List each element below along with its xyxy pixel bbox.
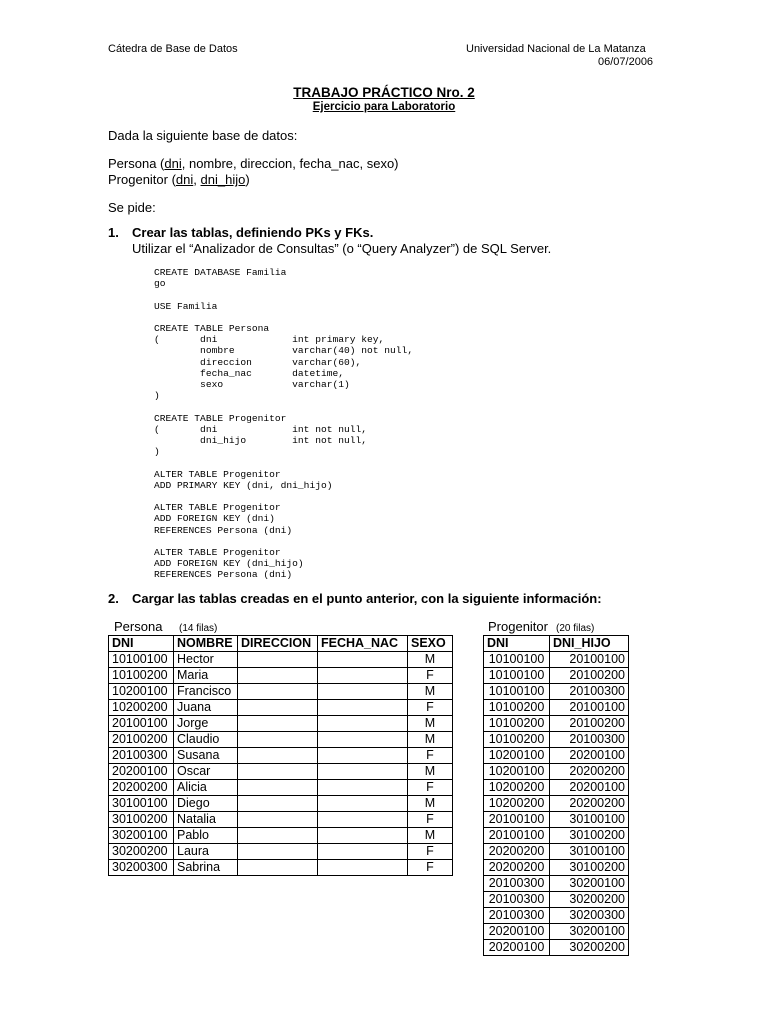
persona-cell-dni: 20200100 bbox=[109, 764, 174, 780]
persona-header-row bbox=[109, 636, 453, 652]
persona-cell-direccion bbox=[238, 716, 318, 732]
progenitor-cell-dni-hijo: 30100200 bbox=[550, 828, 629, 844]
persona-cell-fecha-nac bbox=[318, 844, 408, 860]
progenitor-table bbox=[483, 635, 629, 956]
header-right-line1: Universidad Nacional de La Matanza bbox=[466, 43, 646, 55]
persona-row bbox=[109, 764, 453, 780]
progenitor-row bbox=[484, 940, 629, 956]
progenitor-cell-dni: 20200100 bbox=[484, 924, 550, 940]
persona-cell-dni: 30200300 bbox=[109, 860, 174, 876]
persona-cell-sexo: F bbox=[408, 780, 453, 796]
persona-cell-dni: 10100100 bbox=[109, 652, 174, 668]
progenitor-cell-dni: 20100300 bbox=[484, 876, 550, 892]
persona-cell-fecha-nac bbox=[318, 812, 408, 828]
persona-cell-fecha-nac bbox=[318, 748, 408, 764]
persona-cell-dni: 10100200 bbox=[109, 668, 174, 684]
schema-progenitor-pk1: dni bbox=[175, 172, 194, 187]
progenitor-cell-dni-hijo: 20100200 bbox=[550, 716, 629, 732]
persona-cell-fecha-nac bbox=[318, 716, 408, 732]
progenitor-cell-dni-hijo: 20100100 bbox=[550, 700, 629, 716]
schema-progenitor-pk2: dni_hijo bbox=[200, 172, 246, 187]
persona-cell-direccion bbox=[238, 828, 318, 844]
progenitor-table-label: Progenitor bbox=[488, 619, 548, 634]
progenitor-row bbox=[484, 860, 629, 876]
progenitor-cell-dni-hijo: 30100200 bbox=[550, 860, 629, 876]
intro-text: Dada la siguiente base de datos: bbox=[108, 128, 298, 143]
persona-cell-sexo: F bbox=[408, 860, 453, 876]
persona-col-fecha-nac: FECHA_NAC bbox=[318, 636, 408, 652]
persona-row bbox=[109, 668, 453, 684]
persona-row bbox=[109, 652, 453, 668]
progenitor-row bbox=[484, 684, 629, 700]
progenitor-cell-dni: 20200100 bbox=[484, 940, 550, 956]
progenitor-cell-dni: 10100100 bbox=[484, 652, 550, 668]
progenitor-row bbox=[484, 780, 629, 796]
item1-number: 1. bbox=[108, 225, 119, 240]
progenitor-cell-dni: 10100100 bbox=[484, 684, 550, 700]
persona-cell-direccion bbox=[238, 748, 318, 764]
progenitor-cell-dni: 20200200 bbox=[484, 860, 550, 876]
schema-persona-name: Persona ( bbox=[108, 156, 165, 171]
persona-cell-fecha-nac bbox=[318, 652, 408, 668]
progenitor-cell-dni-hijo: 20200200 bbox=[550, 764, 629, 780]
persona-cell-nombre: Juana bbox=[174, 700, 238, 716]
persona-cell-sexo: M bbox=[408, 796, 453, 812]
persona-cell-fecha-nac bbox=[318, 860, 408, 876]
persona-cell-nombre: Laura bbox=[174, 844, 238, 860]
progenitor-row bbox=[484, 732, 629, 748]
progenitor-row bbox=[484, 892, 629, 908]
progenitor-cell-dni-hijo: 20100300 bbox=[550, 684, 629, 700]
progenitor-row bbox=[484, 908, 629, 924]
progenitor-table-count: (20 filas) bbox=[556, 623, 595, 634]
progenitor-header-row bbox=[484, 636, 629, 652]
header-date: 06/07/2006 bbox=[598, 56, 654, 68]
progenitor-row bbox=[484, 764, 629, 780]
progenitor-row bbox=[484, 652, 629, 668]
schema-persona bbox=[108, 156, 399, 172]
progenitor-col-dni-hijo: DNI_HIJO bbox=[550, 636, 629, 652]
persona-cell-sexo: M bbox=[408, 716, 453, 732]
progenitor-cell-dni-hijo: 30100100 bbox=[550, 844, 629, 860]
schema-progenitor-sep: , bbox=[193, 172, 201, 187]
persona-cell-nombre: Sabrina bbox=[174, 860, 238, 876]
progenitor-cell-dni: 10200100 bbox=[484, 748, 550, 764]
persona-cell-dni: 30100200 bbox=[109, 812, 174, 828]
se-pide-text: Se pide: bbox=[108, 200, 156, 215]
persona-cell-fecha-nac bbox=[318, 764, 408, 780]
persona-cell-fecha-nac bbox=[318, 700, 408, 716]
persona-cell-dni: 20100200 bbox=[109, 732, 174, 748]
persona-cell-fecha-nac bbox=[318, 684, 408, 700]
progenitor-row bbox=[484, 700, 629, 716]
persona-table-label: Persona bbox=[114, 619, 163, 634]
persona-col-nombre: NOMBRE bbox=[174, 636, 238, 652]
persona-cell-sexo: M bbox=[408, 764, 453, 780]
header-left: Cátedra de Base de Datos bbox=[108, 43, 238, 55]
persona-table bbox=[108, 635, 453, 876]
persona-cell-nombre: Pablo bbox=[174, 828, 238, 844]
persona-cell-fecha-nac bbox=[318, 780, 408, 796]
persona-row bbox=[109, 796, 453, 812]
item1-title: Crear las tablas, definiendo PKs y FKs. bbox=[132, 225, 374, 240]
progenitor-cell-dni: 10100200 bbox=[484, 700, 550, 716]
schema-persona-pk: dni bbox=[164, 156, 182, 171]
progenitor-cell-dni-hijo: 30100100 bbox=[550, 812, 629, 828]
persona-cell-sexo: F bbox=[408, 700, 453, 716]
progenitor-cell-dni-hijo: 20100300 bbox=[550, 732, 629, 748]
page-title: TRABAJO PRÁCTICO Nro. 2 bbox=[293, 85, 475, 100]
item2-number: 2. bbox=[108, 591, 119, 606]
persona-col-direccion: DIRECCION bbox=[238, 636, 318, 652]
progenitor-cell-dni-hijo: 30200200 bbox=[550, 940, 629, 956]
persona-cell-nombre: Claudio bbox=[174, 732, 238, 748]
persona-cell-nombre: Francisco bbox=[174, 684, 238, 700]
progenitor-row bbox=[484, 876, 629, 892]
progenitor-row bbox=[484, 844, 629, 860]
persona-cell-sexo: F bbox=[408, 748, 453, 764]
persona-cell-nombre: Jorge bbox=[174, 716, 238, 732]
persona-cell-dni: 20200200 bbox=[109, 780, 174, 796]
persona-cell-sexo: M bbox=[408, 732, 453, 748]
progenitor-cell-dni-hijo: 20100100 bbox=[550, 652, 629, 668]
persona-row bbox=[109, 828, 453, 844]
persona-table-count: (14 filas) bbox=[179, 623, 218, 634]
persona-cell-sexo: F bbox=[408, 812, 453, 828]
persona-cell-direccion bbox=[238, 812, 318, 828]
persona-cell-dni: 30200100 bbox=[109, 828, 174, 844]
progenitor-cell-dni-hijo: 30200100 bbox=[550, 924, 629, 940]
persona-cell-fecha-nac bbox=[318, 732, 408, 748]
persona-cell-direccion bbox=[238, 764, 318, 780]
persona-row bbox=[109, 860, 453, 876]
progenitor-cell-dni: 10200100 bbox=[484, 764, 550, 780]
progenitor-cell-dni-hijo: 30200300 bbox=[550, 908, 629, 924]
progenitor-row bbox=[484, 796, 629, 812]
persona-cell-dni: 30200200 bbox=[109, 844, 174, 860]
progenitor-row bbox=[484, 828, 629, 844]
persona-cell-nombre: Diego bbox=[174, 796, 238, 812]
progenitor-cell-dni: 10200200 bbox=[484, 796, 550, 812]
progenitor-cell-dni: 20100300 bbox=[484, 908, 550, 924]
persona-cell-nombre: Maria bbox=[174, 668, 238, 684]
persona-cell-sexo: F bbox=[408, 668, 453, 684]
persona-cell-dni: 10200200 bbox=[109, 700, 174, 716]
persona-cell-direccion bbox=[238, 684, 318, 700]
persona-cell-nombre: Natalia bbox=[174, 812, 238, 828]
progenitor-cell-dni-hijo: 30200200 bbox=[550, 892, 629, 908]
page-subtitle: Ejercicio para Laboratorio bbox=[312, 101, 456, 113]
persona-row bbox=[109, 748, 453, 764]
progenitor-cell-dni-hijo: 30200100 bbox=[550, 876, 629, 892]
persona-row bbox=[109, 780, 453, 796]
progenitor-cell-dni: 10100200 bbox=[484, 716, 550, 732]
progenitor-cell-dni: 20100300 bbox=[484, 892, 550, 908]
persona-row bbox=[109, 732, 453, 748]
progenitor-cell-dni: 20100100 bbox=[484, 828, 550, 844]
schema-persona-rest: , nombre, direccion, fecha_nac, sexo) bbox=[181, 156, 399, 171]
progenitor-cell-dni: 20200200 bbox=[484, 844, 550, 860]
persona-cell-direccion bbox=[238, 780, 318, 796]
item1-description: Utilizar el “Analizador de Consultas” (o “Query Analyzer”) de SQL Server. bbox=[132, 241, 552, 256]
schema-progenitor-close: ) bbox=[245, 172, 250, 187]
persona-cell-sexo: M bbox=[408, 828, 453, 844]
progenitor-row bbox=[484, 812, 629, 828]
persona-cell-sexo: M bbox=[408, 684, 453, 700]
persona-cell-sexo: F bbox=[408, 844, 453, 860]
progenitor-row bbox=[484, 668, 629, 684]
persona-col-dni: DNI bbox=[109, 636, 174, 652]
persona-row bbox=[109, 812, 453, 828]
persona-row bbox=[109, 716, 453, 732]
persona-cell-nombre: Alicia bbox=[174, 780, 238, 796]
persona-cell-fecha-nac bbox=[318, 828, 408, 844]
progenitor-cell-dni: 10100200 bbox=[484, 732, 550, 748]
progenitor-cell-dni: 20100100 bbox=[484, 812, 550, 828]
progenitor-cell-dni: 10100100 bbox=[484, 668, 550, 684]
persona-cell-fecha-nac bbox=[318, 796, 408, 812]
progenitor-cell-dni-hijo: 20200200 bbox=[550, 796, 629, 812]
persona-cell-direccion bbox=[238, 732, 318, 748]
persona-cell-direccion bbox=[238, 860, 318, 876]
progenitor-cell-dni: 10200200 bbox=[484, 780, 550, 796]
persona-cell-nombre: Hector bbox=[174, 652, 238, 668]
persona-cell-direccion bbox=[238, 796, 318, 812]
persona-cell-dni: 20100100 bbox=[109, 716, 174, 732]
sql-code-block: CREATE DATABASE Familia go USE Familia CREATE TABLE Persona ( dni int primary key, nombre varchar(40) not null, direccion varchar(60), fecha_nac datetime, sexo varchar(1) ) CREATE TABLE Progenitor ( dni int not null, dni_hijo int not null, ) ALTER TABLE Progenitor ADD PRIMARY KEY (dni, dni_hijo) ALTER TABLE Progenitor ADD FOREIGN KEY (dni) REFERENCES Persona (dni) ALTER TABLE Progenitor ADD FOREIGN KEY (dni_hijo) REFERENCES Persona (dni) bbox=[154, 267, 414, 581]
progenitor-row bbox=[484, 748, 629, 764]
persona-cell-direccion bbox=[238, 844, 318, 860]
persona-cell-nombre: Susana bbox=[174, 748, 238, 764]
persona-cell-direccion bbox=[238, 700, 318, 716]
persona-cell-dni: 30100100 bbox=[109, 796, 174, 812]
persona-cell-dni: 10200100 bbox=[109, 684, 174, 700]
persona-cell-nombre: Oscar bbox=[174, 764, 238, 780]
persona-row bbox=[109, 844, 453, 860]
persona-cell-dni: 20100300 bbox=[109, 748, 174, 764]
progenitor-row bbox=[484, 716, 629, 732]
persona-row bbox=[109, 700, 453, 716]
persona-cell-fecha-nac bbox=[318, 668, 408, 684]
progenitor-col-dni: DNI bbox=[484, 636, 550, 652]
persona-cell-sexo: M bbox=[408, 652, 453, 668]
progenitor-cell-dni-hijo: 20200100 bbox=[550, 748, 629, 764]
progenitor-row bbox=[484, 924, 629, 940]
item2-title: Cargar las tablas creadas en el punto anterior, con la siguiente información: bbox=[132, 591, 602, 606]
persona-cell-direccion bbox=[238, 668, 318, 684]
schema-progenitor bbox=[108, 172, 250, 188]
persona-cell-direccion bbox=[238, 652, 318, 668]
persona-col-sexo: SEXO bbox=[408, 636, 453, 652]
persona-row bbox=[109, 684, 453, 700]
schema-progenitor-name: Progenitor ( bbox=[108, 172, 176, 187]
progenitor-cell-dni-hijo: 20100200 bbox=[550, 668, 629, 684]
progenitor-cell-dni-hijo: 20200100 bbox=[550, 780, 629, 796]
